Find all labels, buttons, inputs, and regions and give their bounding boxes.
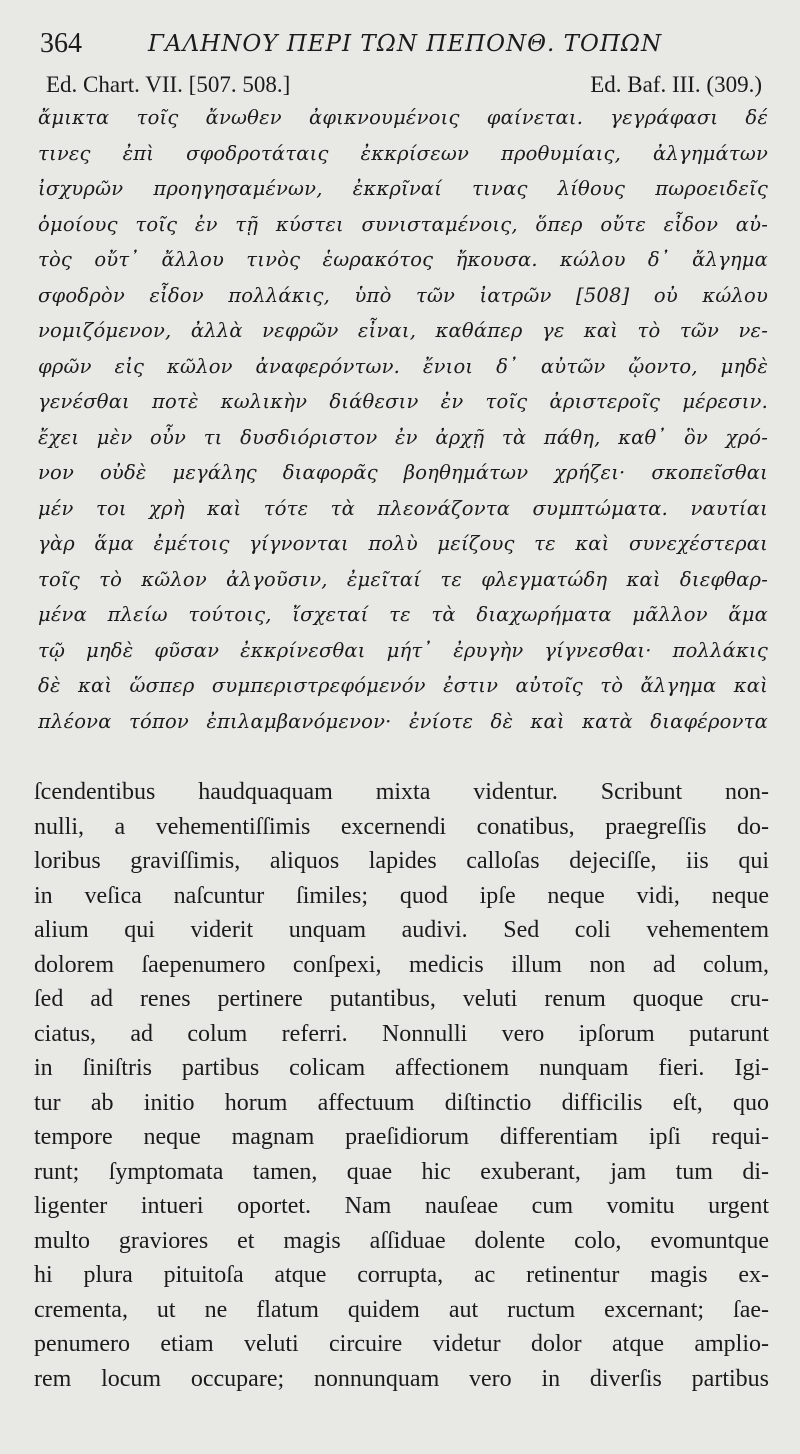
latin-line: loribus graviſſimis, aliquos lapides calloſas dejeciſſe, iis qui — [34, 848, 769, 874]
greek-text — [38, 100, 768, 739]
greek-line: ἄμικτα τοῖς ἄνωθεν ἀφικνουμένοις φαίνεται. γεγράφασι δέ — [38, 106, 768, 129]
latin-text — [34, 775, 769, 1396]
greek-line: ἰσχυρῶν προηγησαμένων, ἐκκρῖναί τινας λίθους πωροειδεῖς — [38, 177, 768, 200]
latin-line: ſcendentibus haudquaquam mixta videntur. Scribunt non- — [34, 779, 769, 805]
greek-line: τινες ἐπὶ σφοδροτάταις ἐκκρίσεων προθυμίαις, ἀλγημάτων — [38, 141, 768, 165]
greek-line: ἔχει μὲν οὖν τι δυσδιόριστον ἐν ἀρχῇ τὰ πάθη, καθ᾽ ὃν χρό- — [38, 425, 768, 449]
latin-line: runt; ſymptomata tamen, quae hic exuberant, jam tum di- — [34, 1158, 769, 1185]
latin-line: in veſica naſcuntur ſimiles; quod ipſe neque vidi, neque — [34, 882, 769, 909]
latin-line: multo graviores et magis aſſiduae dolente colo, evomuntque — [34, 1227, 769, 1254]
greek-line: γενέσθαι ποτὲ κωλικὴν διάθεσιν ἐν τοῖς ἀριστεροῖς μέρεσιν. — [38, 390, 768, 413]
greek-line: τῷ μηδὲ φῦσαν ἐκκρίνεσθαι μήτ᾽ ἐρυγὴν γίγνεσθαι· πολλάκις — [38, 638, 768, 662]
edition-references — [44, 70, 762, 100]
latin-line: ligenter intueri oportet. Nam nauſeae cum vomitu urgent — [34, 1193, 769, 1219]
latin-line: ciatus, ad colum referri. Nonnulli vero ipſorum putarunt — [34, 1020, 769, 1047]
latin-line: dolorem ſaepenumero conſpexi, medicis illum non ad colum, — [34, 951, 769, 978]
latin-line: alium qui viderit unquam audivi. Sed coli vehementem — [34, 917, 769, 943]
greek-line: πλέονα τόπον ἐπιλαμβανόμενον· ἐνίοτε δὲ καὶ κατὰ διαφέροντα — [38, 709, 768, 733]
latin-line: hi plura pituitoſa atque corrupta, ac retinentur magis ex- — [34, 1262, 769, 1288]
greek-line: τοῖς τὸ κῶλον ἀλγοῦσιν, ἐμεῖταί τε φλεγματώδη καὶ διεφθαρ- — [38, 567, 768, 591]
edition-reference-basel: Ed. Baf. III. (309.) — [590, 72, 762, 97]
greek-line: νον οὐδὲ μεγάλης διαφορᾶς βοηθημάτων χρήζει· σκοπεῖσθαι — [38, 461, 768, 484]
latin-line: nulli, a vehementiſſimis excernendi conatibus, praegreſſis do- — [34, 813, 769, 840]
latin-line: rem locum occupare; nonnunquam vero in diverſis partibus — [34, 1365, 769, 1392]
latin-line: tur ab initio horum affectuum diſtinctio difficilis eſt, quo — [34, 1089, 769, 1116]
page-number: 364 — [40, 28, 82, 59]
greek-line: δὲ καὶ ὥσπερ συμπεριστρεφόμενόν ἐστιν αὐτοῖς τὸ ἄλγημα καὶ — [38, 674, 768, 697]
greek-line: γὰρ ἅμα ἐμέτοις γίγνονται πολὺ μείζους τε καὶ συνεχέστεραι — [38, 532, 768, 555]
edition-reference-chartier: Ed. Chart. VII. [507. 508.] — [46, 72, 291, 97]
latin-line: in ſiniſtris partibus colicam affectionem nunquam fieri. Igi- — [34, 1055, 769, 1081]
greek-line: φρῶν εἰς κῶλον ἀναφερόντων. ἔνιοι δ᾽ αὐτῶν ᾤοντο, μηδὲ — [38, 354, 768, 378]
latin-line: tempore neque magnam praeſidiorum differentiam ipſi requi- — [34, 1124, 769, 1150]
running-title: ΓΑΛΗΝΟΥ ΠΕΡΙ ΤΩΝ ΠΕΠΟΝΘ. ΤΟΠΩΝ — [148, 31, 663, 57]
greek-line: νομιζόμενον, ἀλλὰ νεφρῶν εἶναι, καθάπερ γε καὶ τὸ τῶν νε- — [38, 319, 768, 342]
greek-line: μένα πλείω τούτοις, ἴσχεταί τε τὰ διαχωρήματα μᾶλλον ἅμα — [38, 603, 768, 626]
greek-line: μέν τοι χρὴ καὶ τότε τὰ πλεονάζοντα συμπτώματα. ναυτίαι — [38, 496, 768, 520]
running-head — [40, 26, 760, 66]
greek-line: ὁμοίους τοῖς ἐν τῇ κύστει συνισταμένοις, ὅπερ οὔτε εἶδον αὐ- — [38, 212, 768, 236]
greek-line: σφοδρὸν εἶδον πολλάκις, ὑπὸ τῶν ἰατρῶν [508] οὐ κώλου — [38, 283, 768, 307]
latin-line: ſed ad renes pertinere putantibus, veluti renum quoque cru- — [34, 986, 769, 1012]
latin-line: penumero etiam veluti circuire videtur dolor atque amplio- — [34, 1331, 769, 1357]
latin-line: crementa, ut ne flatum quidem aut ructum excernant; ſae- — [34, 1296, 769, 1323]
greek-line: τὸς οὔτ᾽ ἄλλου τινὸς ἑωρακότος ἤκουσα. κώλου δ᾽ ἄλγημα — [38, 248, 768, 271]
